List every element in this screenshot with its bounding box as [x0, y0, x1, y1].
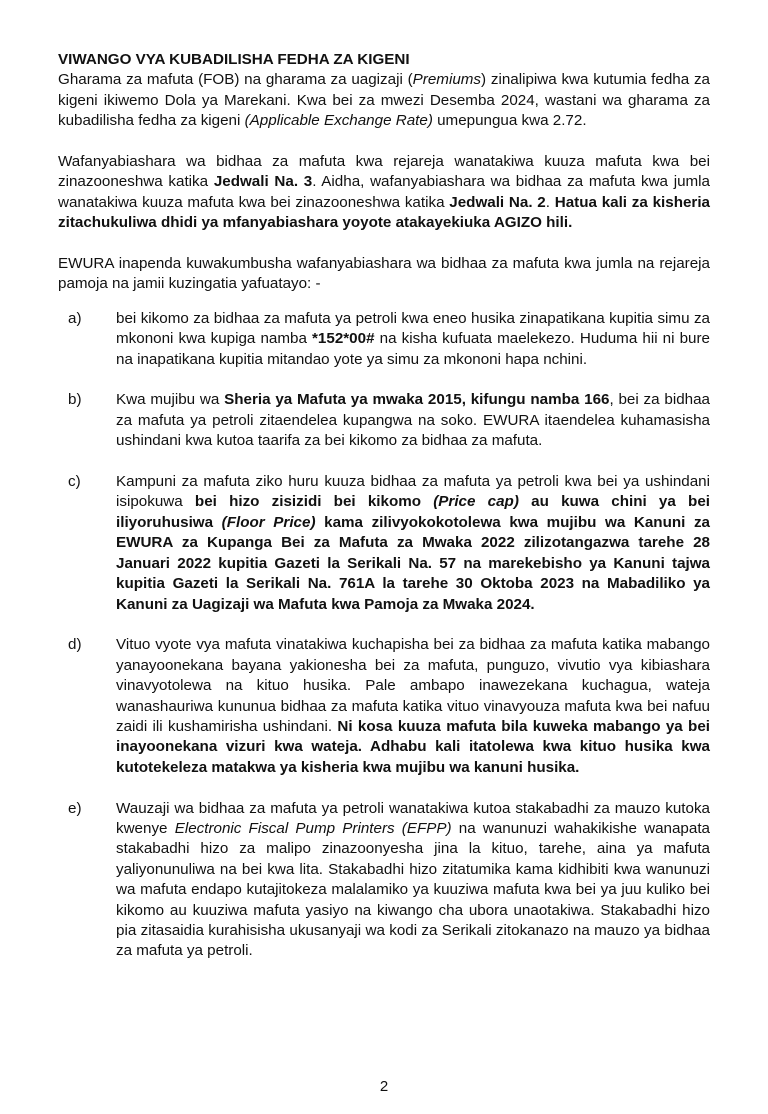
list-text — [116, 635, 710, 778]
text: umepungua kwa 2.72. — [432, 112, 587, 130]
list-label: d) — [68, 636, 82, 654]
reminder-intro-paragraph: EWURA inapenda kuwakumbusha wafanyabiashara wa bidhaa za mafuta kwa jumla na rejareja pamoja na jamii kuzingatia yafuatayo: - — [58, 255, 710, 293]
text-bold: au kuwa chini ya bei iliyoruhusiwa — [116, 493, 710, 531]
list-label: b) — [68, 391, 82, 409]
text: Kwa mujibu wa — [116, 391, 225, 409]
text-italic: Premiums — [412, 71, 482, 89]
list-item-e — [58, 799, 710, 962]
text: Kampuni za mafuta ziko huru kuuza bidhaa za mafuta ya petroli kwa bei ya ushindani isipokuwa — [116, 473, 710, 511]
text: Wafanyabiashara wa bidhaa za mafuta kwa rejareja wanatakiwa kuuza mafuta kwa bei zinazooneshwa katika — [58, 153, 710, 191]
pricing-instructions-paragraph — [58, 152, 710, 234]
text-bold-italic: (Floor Price) — [221, 513, 316, 531]
text: Vituo vyote vya mafuta vinatakiwa kuchapisha bei za bidhaa za mafuta katika mabango yanayoonekana bayana yakionesha bei za mafuta, punguzo, vivutio vya kibiashara vinavyotolewa na kituo husika. Pale ambapo inawezekana kuchagua, wateja wanashauriwa kununua bidhaa za mafuta katika vituo vinavyouza mafuta kwa bei nafuu zaidi ili kushamirisha ushindani. — [116, 636, 710, 735]
text-bold: bei hizo zisizidi bei kikomo — [194, 493, 434, 511]
text-bold: Hatua kali za kisheria zitachukuliwa dhidi ya mfanyabiashara yoyote atakayekiuka AGIZO hili. — [58, 193, 710, 232]
text-bold: Ni kosa kuuza mafuta bila kuweka mabango ya bei inayoonekana vizuri kwa wateja. Adhabu kali itatolewa kwa kituo husika kwa kutotekeleza matakwa ya kisheria kwa mujibu wa kanuni husika. — [116, 717, 710, 776]
list-text — [116, 309, 710, 370]
text-bold: Jedwali Na. 2 — [449, 193, 546, 211]
list-item-b — [58, 390, 710, 451]
text: Gharama za mafuta (FOB) na gharama za uagizaji ( — [58, 71, 413, 89]
list-text — [116, 390, 710, 451]
list-item-c — [58, 472, 710, 615]
text: . — [545, 193, 555, 211]
text-italic: Electronic Fiscal Pump Printers (EFPP) — [174, 819, 452, 837]
text-bold: kama zilivyokokotolewa kwa mujibu wa Kanuni za EWURA za Kupanga Bei za Mafuta za Mwaka 2022 zilizotangazwa tarehe 28 Januari 2022 kupitia Gazeti la Serikali Na. 57 na marekebisho ya Kanuni tajwa kupitia Gazeti la Serikali Na. 761A la tarehe 30 Oktoba 2023 na Mabadiliko ya Kanuni za Uagizaji wa Mafuta kwa Pamoja za Mwaka 2024. — [116, 513, 710, 613]
text-bold: Sheria ya Mafuta ya mwaka 2015, kifungu namba 166 — [224, 391, 610, 409]
text-bold: Jedwali Na. 3 — [213, 173, 313, 191]
text-bold: *152*00# — [312, 330, 375, 348]
text-bold-italic: (Price cap) — [433, 493, 519, 511]
text: bei kikomo za bidhaa za mafuta ya petroli kwa eneo husika zinapatikana kupitia simu za mkononi kwa kupiga namba — [116, 309, 710, 348]
text: ) zinalipiwa kwa kutumia fedha za kigeni ikiwemo Dola ya Marekani. Kwa bei za mwezi Desemba 2024, wastani wa gharama za kubadilisha fedha za kigeni — [58, 71, 710, 130]
page-number: 2 — [379, 1078, 389, 1095]
list-label: e) — [68, 799, 82, 817]
list-text — [116, 472, 710, 615]
list-item-d — [58, 635, 710, 778]
text: na wanunuzi wahakikishe wanapata stakabadhi hizo za malipo zinazoonyesha jina la kituo, tarehe, aina ya mafuta yaliyonunuliwa na bei kwa lita. Stakabadhi hizo zitatumika kama kidhibiti kwa wanunuzi wa mafuta endapo kutajitokeza malalamiko ya kuuziwa mafuta kwa bei ya juu kuliko bei kikomo au kuuziwa mafuta yasiyo na kiwango cha ubora unaotakiwa. Stakabadhi hizo pia zitasaidia kurahisisha ukusanyaji wa kodi za Serikali zitokanazo na mauzo ya bidhaa za mafuta ya petroli. — [116, 819, 710, 960]
text: na kisha kufuata maelekezo. Huduma hii ni bure na inapatikana kupitia mitandao yote ya simu za mkononi hapa nchini. — [116, 330, 710, 368]
text: Wauzaji wa bidhaa za mafuta ya petroli wanatakiwa kutoa stakabadhi za mauzo kutoka kwenye — [116, 799, 710, 837]
list-label: a) — [68, 309, 82, 327]
document-page — [58, 50, 710, 962]
text: , bei za bidhaa za mafuta ya petroli zitaendelea kupangwa na soko. EWURA itaendelea kuhamasisha ushindani kwa kutoa taarifa za bei kikomo za bidhaa za mafuta. — [116, 391, 711, 450]
text-italic: (Applicable Exchange Rate) — [244, 112, 433, 130]
list-item-a — [58, 309, 710, 370]
list-text — [116, 799, 710, 962]
list-label: c) — [68, 473, 81, 491]
text: . Aidha, wafanyabiashara wa bidhaa za mafuta kwa jumla wanatakiwa kuuza mafuta kwa bei zinazooneshwa katika — [58, 173, 711, 211]
section-heading: VIWANGO VYA KUBADILISHA FEDHA ZA KIGENI — [58, 51, 410, 68]
exchange-rate-paragraph — [58, 70, 710, 131]
